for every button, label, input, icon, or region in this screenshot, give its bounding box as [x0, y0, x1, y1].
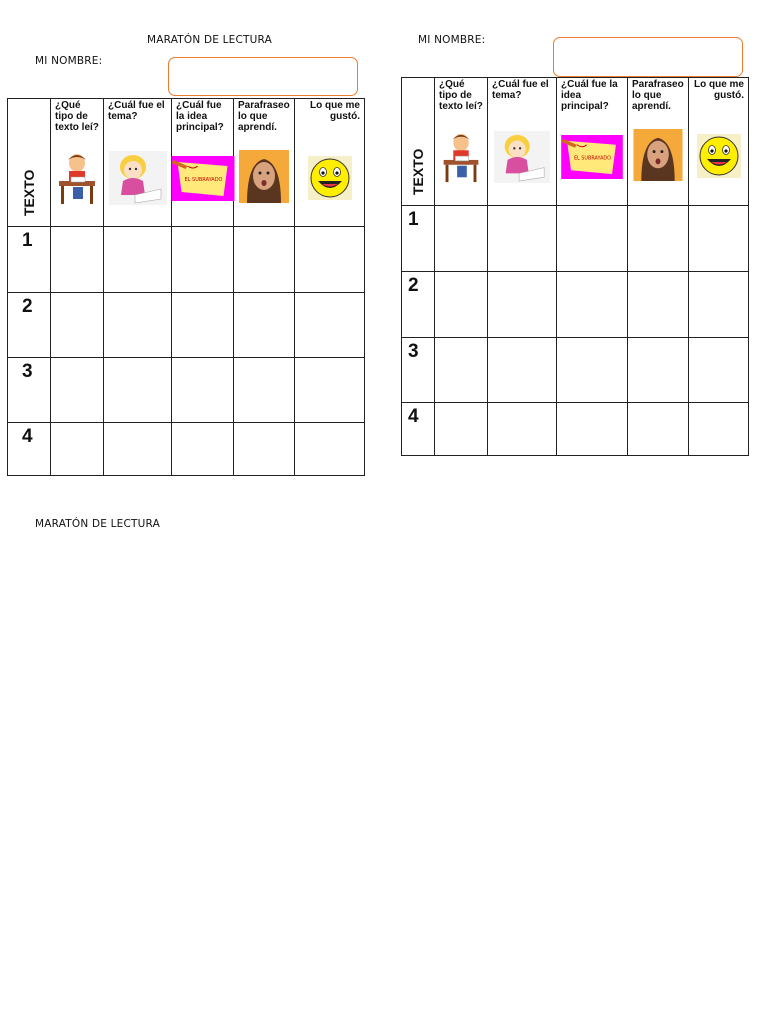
thinking-girl-icon [109, 151, 167, 205]
row-number: 4 [408, 406, 419, 427]
texto-cell [402, 78, 435, 206]
idea-image-text: EL SUBRAYADO [573, 155, 612, 162]
smiley-face-icon [308, 156, 352, 200]
idea-image-text: EL SUBRAYADO [184, 177, 222, 183]
answer-cell[interactable] [104, 227, 172, 293]
answer-cell[interactable] [557, 206, 628, 272]
answer-cell[interactable] [295, 358, 365, 423]
answer-cell[interactable] [628, 272, 689, 338]
answer-cell[interactable] [51, 423, 104, 476]
surprised-girl-photo [633, 129, 683, 181]
table-row [402, 338, 749, 403]
answer-cell[interactable] [435, 338, 488, 403]
header-type [51, 99, 104, 227]
table-row [402, 403, 749, 456]
header-main-idea-label: ¿Cuál fue la idea principal? [561, 79, 618, 112]
answer-cell[interactable] [104, 423, 172, 476]
answer-cell[interactable] [435, 403, 488, 456]
left-reading-table [7, 98, 365, 476]
answer-cell[interactable] [557, 403, 628, 456]
texto-cell [8, 99, 51, 227]
answer-cell[interactable] [234, 227, 295, 293]
header-liked-label: Lo que me gustó. [309, 100, 360, 122]
header-liked [295, 99, 365, 227]
answer-cell[interactable] [628, 338, 689, 403]
left-name-label: MI NOMBRE: [35, 55, 103, 67]
student-writing-icon [439, 131, 483, 185]
header-topic [104, 99, 172, 227]
answer-cell[interactable] [234, 358, 295, 423]
answer-cell[interactable] [488, 206, 557, 272]
answer-cell[interactable] [557, 272, 628, 338]
surprised-girl-photo [239, 150, 289, 203]
header-paraphrase [234, 99, 295, 227]
header-main-idea [557, 78, 628, 206]
table-row [8, 227, 365, 293]
right-name-label: MI NOMBRE: [418, 34, 486, 46]
header-row [402, 78, 749, 206]
answer-cell[interactable] [51, 227, 104, 293]
answer-cell[interactable] [104, 358, 172, 423]
right-reading-table [401, 77, 749, 456]
answer-cell[interactable] [172, 423, 234, 476]
answer-cell[interactable] [172, 293, 234, 358]
row-number: 2 [22, 296, 33, 317]
answer-cell[interactable] [172, 227, 234, 293]
header-paraphrase-label: Parafraseo lo que aprendí. [632, 79, 684, 112]
answer-cell[interactable] [689, 206, 749, 272]
answer-cell[interactable] [435, 272, 488, 338]
texto-label: TEXTO [410, 148, 426, 195]
answer-cell[interactable] [295, 423, 365, 476]
right-name-field[interactable] [553, 37, 743, 77]
table-row [8, 293, 365, 358]
row-number: 4 [22, 426, 33, 447]
table-row [8, 423, 365, 476]
answer-cell[interactable] [51, 358, 104, 423]
row-number: 3 [22, 361, 33, 382]
answer-cell[interactable] [488, 403, 557, 456]
row-number-cell [8, 227, 51, 293]
student-writing-icon [55, 151, 99, 207]
answer-cell[interactable] [51, 293, 104, 358]
header-liked [689, 78, 749, 206]
bottom-title: MARATÓN DE LECTURA [35, 518, 160, 530]
header-row [8, 99, 365, 227]
header-paraphrase [628, 78, 689, 206]
row-number-cell [8, 293, 51, 358]
answer-cell[interactable] [104, 293, 172, 358]
answer-cell[interactable] [689, 272, 749, 338]
header-main-idea-label: ¿Cuál fue la idea principal? [176, 100, 224, 133]
row-number-cell [402, 403, 435, 456]
row-number: 1 [22, 230, 33, 251]
pencil-underline-icon [561, 135, 623, 179]
left-name-field[interactable] [168, 57, 358, 96]
row-number-cell [402, 206, 435, 272]
header-type-label: ¿Qué tipo de texto leí? [55, 100, 99, 133]
answer-cell[interactable] [488, 338, 557, 403]
answer-cell[interactable] [689, 338, 749, 403]
answer-cell[interactable] [234, 293, 295, 358]
row-number: 1 [408, 209, 419, 230]
row-number: 2 [408, 275, 419, 296]
header-type [435, 78, 488, 206]
answer-cell[interactable] [295, 293, 365, 358]
header-type-label: ¿Qué tipo de texto leí? [439, 79, 483, 112]
row-number-cell [8, 423, 51, 476]
thinking-girl-icon [493, 131, 551, 183]
row-number: 3 [408, 341, 419, 362]
header-topic [488, 78, 557, 206]
left-title: MARATÓN DE LECTURA [147, 34, 272, 46]
table-row [402, 272, 749, 338]
pencil-underline-icon [171, 156, 234, 201]
answer-cell[interactable] [689, 403, 749, 456]
smiley-face-icon [697, 134, 741, 178]
table-row [402, 206, 749, 272]
header-paraphrase-label: Parafraseo lo que aprendí. [238, 100, 290, 133]
answer-cell[interactable] [435, 206, 488, 272]
answer-cell[interactable] [234, 423, 295, 476]
row-number-cell [402, 338, 435, 403]
answer-cell[interactable] [557, 338, 628, 403]
answer-cell[interactable] [628, 403, 689, 456]
answer-cell[interactable] [172, 358, 234, 423]
table-row [8, 358, 365, 423]
answer-cell[interactable] [295, 227, 365, 293]
answer-cell[interactable] [488, 272, 557, 338]
header-liked-label: Lo que me gustó. [693, 79, 744, 101]
answer-cell[interactable] [628, 206, 689, 272]
texto-label: TEXTO [21, 169, 37, 216]
header-topic-label: ¿Cuál fue el tema? [492, 79, 549, 101]
header-main-idea [172, 99, 234, 227]
row-number-cell [402, 272, 435, 338]
header-topic-label: ¿Cuál fue el tema? [108, 100, 165, 122]
row-number-cell [8, 358, 51, 423]
